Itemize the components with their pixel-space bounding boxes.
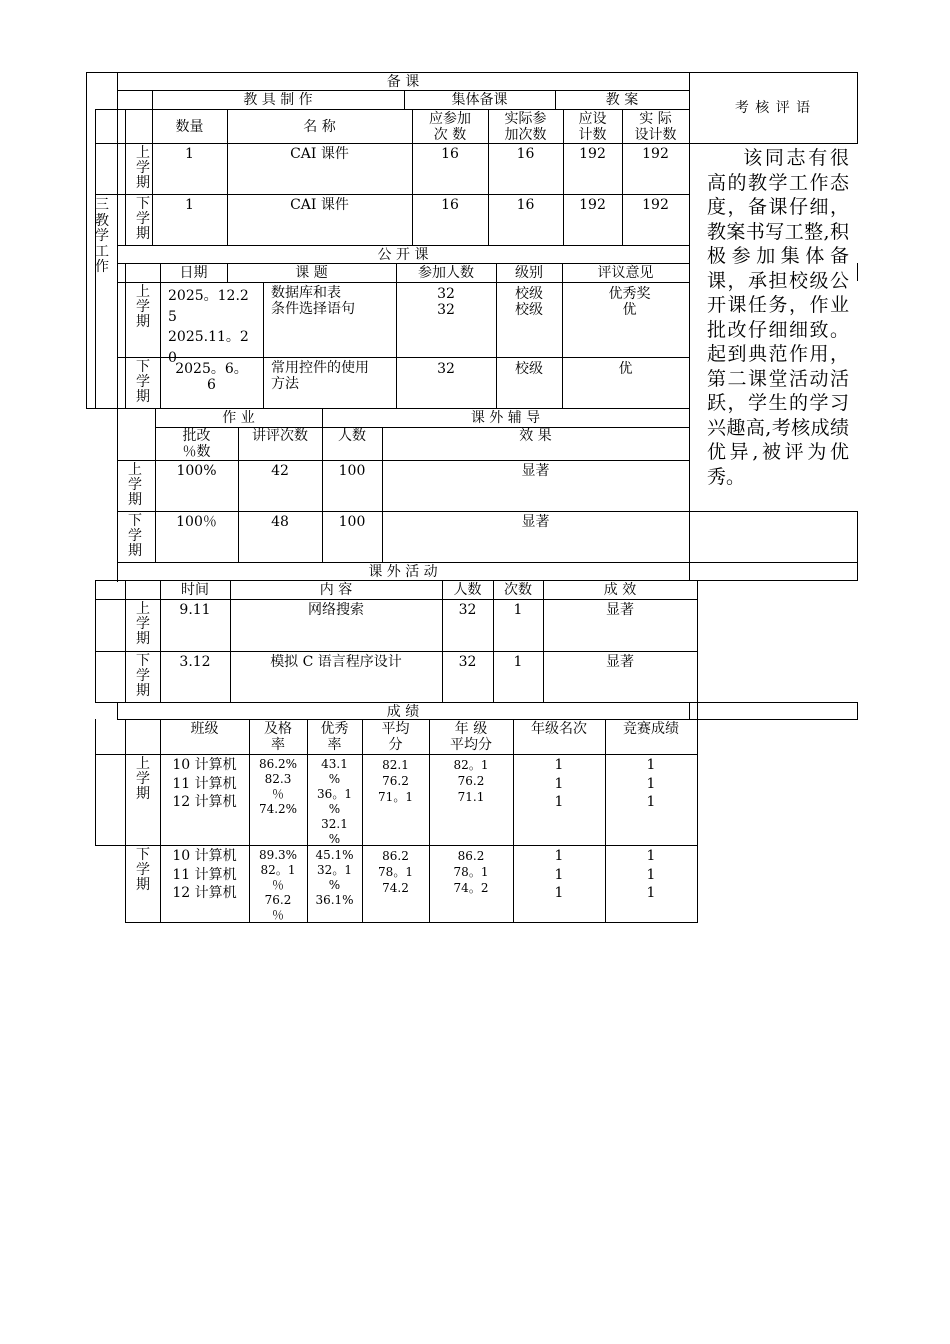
column-header: 成 效 — [603, 582, 637, 598]
grid-line — [543, 580, 544, 703]
grid-line — [117, 460, 689, 461]
grid-line — [125, 719, 126, 923]
table-cell: 显著 — [606, 654, 634, 670]
table-cell: 48 — [271, 514, 289, 530]
table-cell: 9.11 — [179, 602, 211, 618]
grid-line — [562, 263, 563, 409]
grid-line — [857, 72, 858, 144]
table-cell: 校级 — [515, 361, 543, 377]
column-header: 优秀 率 — [320, 721, 349, 753]
table-cell: 89.3% 82。1 ％ 76.2 ％ — [258, 848, 298, 922]
table-cell: 16 — [516, 197, 535, 213]
table-cell: 1 — [513, 602, 523, 618]
grid-line — [496, 263, 497, 409]
column-header: 数量 — [175, 119, 204, 135]
grid-line — [857, 511, 858, 581]
term-label: 上 学 期 — [136, 145, 150, 191]
table-cell: 1 — [513, 654, 523, 670]
column-header: 教 具 制 作 — [243, 92, 313, 108]
table-cell: 100 — [338, 463, 366, 479]
grid-line — [95, 845, 697, 846]
grid-line — [689, 72, 690, 581]
table-cell: 100 — [338, 514, 366, 530]
grid-line — [230, 580, 231, 703]
column-header: 次数 — [504, 582, 532, 598]
section-title: 作 业 — [222, 410, 255, 426]
grid-line — [95, 754, 697, 755]
table-cell: 1 1 1 — [554, 757, 564, 810]
grid-line — [117, 511, 857, 512]
table-cell: 1 — [185, 146, 194, 162]
grid-line — [160, 580, 161, 703]
grid-line — [238, 427, 239, 563]
column-header: 参加人数 — [418, 265, 474, 281]
column-header: 及格 率 — [264, 721, 292, 753]
grid-line — [117, 282, 689, 283]
term-label: 上 学 期 — [136, 756, 150, 802]
column-header: 集体备课 — [451, 92, 508, 108]
table-cell: 常用控件的使用 方法 — [271, 360, 369, 392]
table-cell: 43.1 % 36。1 % 32.1 % — [317, 757, 352, 846]
table-cell: 2025。12.2 5 2025.11。2 0 — [168, 288, 249, 366]
grid-line — [857, 702, 858, 720]
table-cell: 42 — [271, 463, 289, 479]
section-title: 备 课 — [386, 74, 420, 90]
grid-line — [95, 580, 857, 581]
column-header: 效 果 — [519, 428, 552, 444]
grid-line — [493, 580, 494, 703]
section-title: 课 外 辅 导 — [470, 410, 541, 426]
table-cell: 1 1 1 — [646, 757, 656, 810]
table-cell: 32 — [437, 361, 455, 377]
table-cell: CAI 课件 — [290, 146, 349, 162]
grid-line — [95, 143, 857, 144]
table-cell: 数据库和表 条件选择语句 — [271, 285, 355, 317]
table-cell: 优秀奖 优 — [608, 286, 651, 318]
grid-line — [125, 263, 126, 409]
table-cell: 模拟 C 语言程序设计 — [270, 654, 402, 670]
table-cell: 192 — [579, 146, 606, 162]
table-cell: 32 — [458, 602, 477, 618]
grid-line — [125, 922, 697, 923]
table-cell: 校级 校级 — [515, 286, 543, 318]
table-cell: 10 计算机 11 计算机 12 计算机 — [172, 757, 237, 810]
table-cell: 86.2 78。1 74。2 — [453, 849, 489, 895]
table-cell: 显著 — [521, 463, 550, 479]
grid-line — [95, 651, 697, 652]
table-cell: 1 1 1 — [554, 848, 564, 901]
table-cell: 82.1 76.2 71。1 — [378, 758, 413, 804]
table-cell: 86.2% 82.3 ％ 74.2% — [258, 757, 298, 816]
table-cell: 1 — [185, 197, 194, 213]
grid-line — [117, 72, 118, 582]
column-header: 人数 — [453, 582, 482, 598]
grid-line — [95, 194, 689, 195]
section-title: 公 开 课 — [377, 247, 429, 263]
column-header: 应参加 次 数 — [429, 111, 471, 143]
column-header: 实际参 加次数 — [504, 111, 547, 143]
table-cell: 优 — [618, 361, 633, 377]
table-cell: 16 — [516, 146, 535, 162]
term-label: 上 学 期 — [128, 462, 142, 508]
column-header: 竞赛成绩 — [623, 721, 679, 737]
table-cell: 1 1 1 — [646, 848, 656, 901]
table-cell: 32 32 — [437, 286, 455, 318]
grid-line — [95, 109, 689, 110]
grid-line — [86, 72, 857, 73]
term-label: 下 学 期 — [128, 513, 142, 559]
term-label: 下 学 期 — [136, 196, 150, 242]
term-label: 上 学 期 — [136, 284, 150, 330]
table-cell: 显著 — [606, 602, 634, 618]
grid-line — [382, 427, 383, 563]
table-cell: 10 计算机 11 计算机 12 计算机 — [172, 848, 237, 901]
section-title: 成 绩 — [386, 704, 420, 720]
assessment-text: 该同志有很高的教学工作态度，备课仔细，教案书写工整,积极参加集体备课，承担校级公开课任务，作业批改仔细细致。起到典范作用，第二课堂活动活跃，学生的学习兴趣高,考核成绩优异,被评为优秀。 — [707, 147, 849, 488]
grid-line — [117, 263, 689, 264]
table-cell: CAI 课件 — [290, 197, 349, 213]
column-header: 批改 ％数 — [182, 428, 211, 460]
column-header: 课 题 — [295, 265, 328, 281]
grid-line — [95, 580, 96, 703]
table-cell: 2025。6。 6 — [175, 361, 248, 393]
table-cell: 82。1 76.2 71.1 — [453, 758, 489, 804]
table-cell: 86.2 78。1 74.2 — [378, 849, 413, 895]
column-header: 班级 — [190, 721, 219, 737]
grid-line — [95, 702, 857, 703]
grid-line — [396, 263, 397, 409]
grid-line — [857, 263, 858, 281]
table-cell: 100% — [176, 463, 217, 479]
column-header: 日期 — [179, 265, 208, 281]
side-title: 三 教 学 工 作 — [95, 197, 109, 275]
table-cell: 192 — [642, 146, 669, 162]
column-header: 应设 计数 — [578, 111, 607, 143]
table-cell: 192 — [579, 197, 606, 213]
grid-line — [95, 719, 96, 846]
grid-line — [117, 90, 689, 91]
grid-line — [86, 72, 87, 409]
column-header: 级别 — [515, 265, 543, 281]
table-cell: 16 — [441, 146, 459, 162]
column-header: 名 称 — [303, 119, 336, 135]
column-header: 平均 分 — [381, 721, 410, 753]
grid-line — [689, 702, 690, 720]
table-cell: 16 — [441, 197, 459, 213]
grid-line — [442, 580, 443, 703]
term-label: 下 学 期 — [136, 653, 150, 699]
table-cell: 32 — [458, 654, 477, 670]
column-header: 内 容 — [319, 582, 353, 598]
grid-line — [86, 408, 689, 409]
table-cell: 45.1% 32。1 % 36.1% — [315, 848, 354, 907]
column-header: 教 案 — [605, 92, 639, 108]
column-header: 年 级 平均分 — [450, 721, 492, 753]
grid-line — [697, 580, 698, 923]
column-header: 实 际 设计数 — [634, 111, 677, 143]
table-cell: 192 — [642, 197, 669, 213]
grid-line — [117, 562, 857, 563]
column-header: 时间 — [181, 582, 209, 598]
term-label: 上 学 期 — [136, 601, 150, 647]
assessment-header: 考 核 评 语 — [734, 100, 812, 116]
table-cell: 显著 — [521, 514, 550, 530]
grid-line — [125, 109, 126, 245]
section-title: 课 外 活 动 — [368, 564, 438, 580]
grid-line — [125, 580, 126, 703]
grid-line — [152, 90, 153, 245]
table-cell: 100％ — [176, 514, 217, 530]
grid-line — [117, 245, 689, 246]
column-header: 年级名次 — [531, 721, 587, 737]
table-cell: 3.12 — [179, 654, 211, 670]
column-header: 人数 — [338, 428, 366, 444]
column-header: 讲评次数 — [252, 428, 308, 444]
term-label: 下 学 期 — [136, 847, 150, 893]
term-label: 下 学 期 — [136, 359, 150, 405]
table-cell: 网络搜索 — [308, 602, 364, 618]
grid-line — [95, 599, 697, 600]
column-header: 评议意见 — [597, 265, 654, 281]
